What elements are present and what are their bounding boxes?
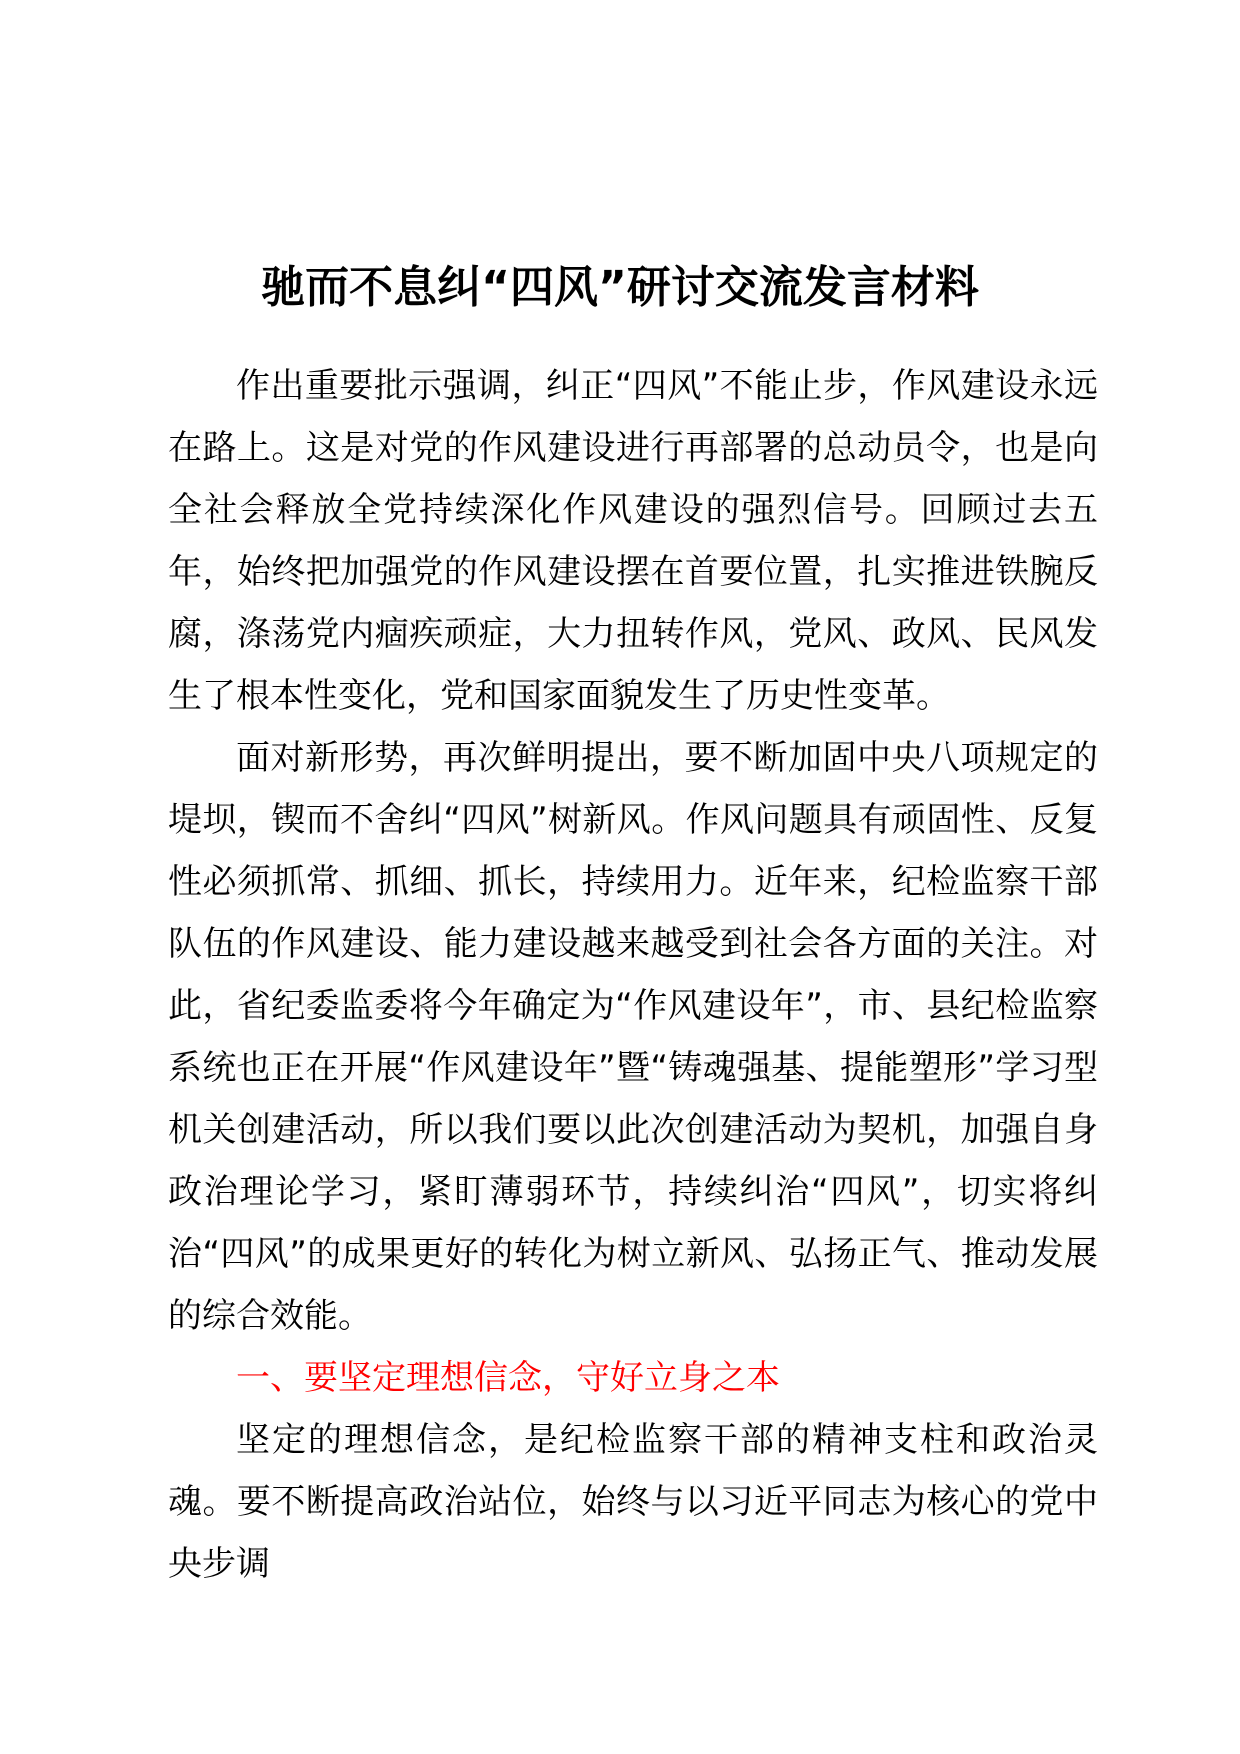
paragraph-3: 坚定的理想信念，是纪检监察干部的精神支柱和政治灵魂。要不断提高政治站位，始终与以习近平同志为核心的党中央步调 xyxy=(168,1420,1098,1584)
document-body xyxy=(168,355,1098,1595)
paragraph-1: 作出重要批示强调，纠正“四风”不能止步，作风建设永远在路上。这是对党的作风建设进行再部署的总动员令，也是向全社会释放全党持续深化作风建设的强烈信号。回顾过去五年，始终把加强党的作风建设摆在首要位置，扎实推进铁腕反腐，涤荡党内痼疾顽症，大力扭转作风，党风、政风、民风发生了根本性变化，党和国家面貌发生了历史性变革。 xyxy=(168,366,1098,716)
document-title: 驰而不息纠“四风”研讨交流发言材料 xyxy=(261,262,979,313)
section-heading-1: 一、要坚定理想信念，守好立身之本 xyxy=(236,1358,780,1398)
paragraph-2: 面对新形势，再次鲜明提出，要不断加固中央八项规定的堤坝，锲而不舍纠“四风”树新风。作风问题具有顽固性、反复性必须抓常、抓细、抓长，持续用力。近年来，纪检监察干部队伍的作风建设、能力建设越来越受到社会各方面的关注。对此，省纪委监委将今年确定为“作风建设年”，市、县纪检监察系统也正在开展“作风建设年”暨“铸魂强基、提能塑形”学习型机关创建活动，所以我们要以此次创建活动为契机，加强自身政治理论学习，紧盯薄弱环节，持续纠治“四风”，切实将纠治“四风”的成果更好的转化为树立新风、弘扬正气、推动发展的综合效能。 xyxy=(168,738,1098,1336)
